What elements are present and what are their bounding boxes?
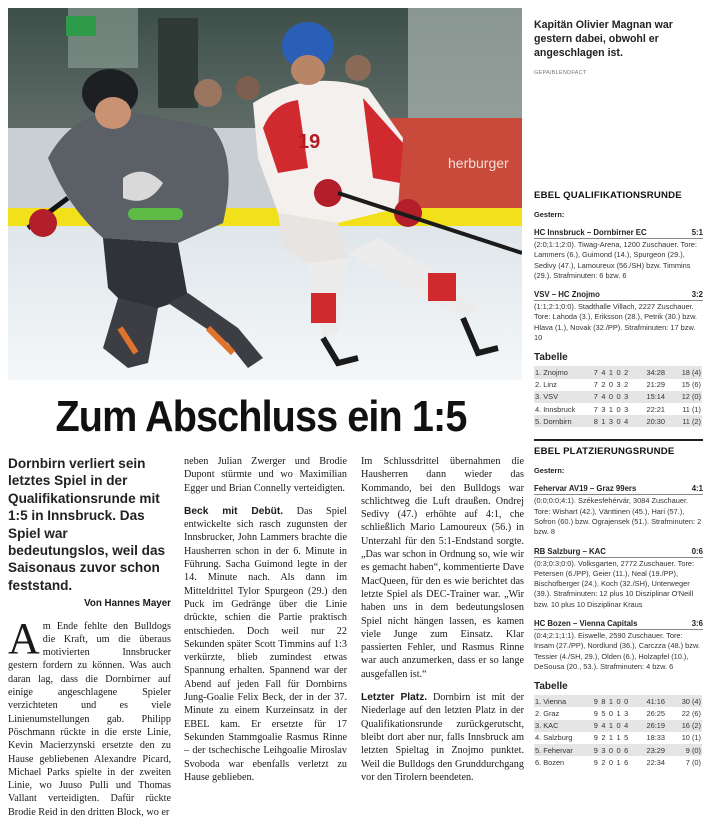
article-column-3: [361, 455, 524, 784]
game-details: (0:3;0:3;0:0). Volksgarten, 2772 Zuschauer. Tore: Petersen (6./PP), Geier (11.), Neal (19./PP), Bischofberger (24.), Koch (32./SH), Unterweger (39.). Strafminuten: 12 plus 10 Disziplinar O'Neill bzw. 10 plus 10 Disziplinar Kraus: [534, 558, 695, 609]
goals-cell: 21:29: [646, 380, 665, 390]
goals-cell: 15:14: [646, 392, 665, 402]
goals-cell: 23:29: [646, 745, 665, 755]
article-lead: Dornbirn verliert sein letztes Spiel in der Qualifikationsrunde mit 1:5 in Innsbruck. Das Spiel war bedeutungslos, weil das Saisonaus zuvor schon feststand.: [8, 456, 166, 593]
stat-cell: 1: [608, 696, 614, 706]
photo-credit: GEPA/BLENDFACT: [534, 69, 587, 76]
points-cell: 10 (1): [681, 733, 701, 743]
stat-cell: 0: [608, 708, 614, 718]
stat-cell: 7: [593, 392, 598, 402]
drop-cap: A: [8, 613, 40, 663]
points-cell: 11 (1): [682, 404, 701, 414]
platz-table-title: Tabelle: [534, 681, 568, 693]
quali-standings-table: [534, 366, 702, 427]
points-cell: 11 (2): [682, 416, 701, 426]
photo-caption: [534, 18, 694, 80]
team-cell: 1. Vienna: [535, 696, 567, 706]
table-row: [534, 707, 702, 719]
results-sidebar: [534, 190, 703, 768]
stat-cell: 3: [601, 745, 606, 755]
table-row: [534, 403, 702, 415]
stat-cell: 0: [608, 757, 614, 767]
stat-cell: 0: [616, 745, 621, 755]
game-result: [534, 547, 703, 610]
quali-table-title: Tabelle: [534, 352, 568, 364]
stat-cell: 1: [616, 733, 621, 743]
stat-cell: 7: [593, 404, 598, 414]
points-cell: 18 (4): [681, 367, 701, 377]
platz-section: [534, 439, 703, 768]
stat-cell: 2: [624, 380, 629, 390]
team-cell: 4. Salzburg: [535, 733, 573, 743]
stat-cell: 5: [601, 708, 606, 718]
article-paragraph: [8, 613, 171, 819]
platz-subtitle: Gestern:: [534, 466, 565, 476]
article-paragraph: Im Schlussdrittel übernahmen die Hausherren dann wieder das Kommando, bei den Bulldogs war schlichtweg die Luft draußen. Ondrej Sedivy (47.) erhöhte auf 4:1, che schließlich Mario Lamoureux (56.) in Unterzahl für den 5:1-Endstand sorgte. „Das war schon in Ordnung so, wie wir es gemacht haben“, kommentierte Dave MacQueen, für den es wie berichtet das letzte Spiel als DEC-Trainer war. „Wir haben uns in dem bedeutungslosen Spiel nicht hängen lassen, es kamen viele Junge zum Einsatz. Klar passierten Fehler, und Rasmus Rinne war auch anzumerken, dass er so lange ausgefallen ist.“: [361, 456, 524, 680]
game-score: 0:6: [691, 546, 703, 556]
goals-cell: 18:33: [646, 733, 665, 743]
stat-cell: 0: [616, 721, 621, 731]
svg-text:19: 19: [298, 131, 321, 153]
stat-cell: 9: [593, 745, 598, 755]
stat-cell: 1: [608, 721, 614, 731]
stat-cell: 4: [624, 416, 629, 426]
stat-cell: 3: [616, 380, 621, 390]
stat-cell: 9: [593, 757, 598, 767]
points-cell: 15 (6): [681, 380, 701, 390]
goals-cell: 22:34: [646, 757, 665, 767]
stat-cell: 0: [616, 416, 621, 426]
goals-cell: 20:30: [646, 416, 665, 426]
team-cell: 2. Graz: [535, 708, 560, 718]
article-author: Von Hannes Mayer: [84, 598, 171, 610]
quali-subtitle: Gestern:: [534, 210, 565, 219]
stat-cell: 0: [624, 696, 629, 706]
game-result: [534, 484, 703, 537]
stat-cell: 5: [624, 733, 629, 743]
game-score: 5:1: [691, 228, 703, 237]
subheading: Beck mit Debüt.: [184, 505, 284, 517]
article-column-1: [8, 455, 171, 819]
stat-cell: 1: [616, 757, 621, 767]
team-cell: 3. KAC: [535, 721, 559, 731]
table-row: [534, 756, 702, 768]
goals-cell: 34:28: [646, 367, 665, 377]
game-result: [534, 228, 703, 281]
stat-cell: 3: [624, 392, 629, 402]
article-paragraph: [361, 691, 524, 784]
table-row: [534, 732, 702, 744]
stat-cell: 1: [601, 416, 606, 426]
stat-cell: 2: [624, 367, 629, 377]
game-teams: HC Bozen – Vienna Capitals: [534, 618, 638, 628]
points-cell: 30 (4): [681, 696, 701, 706]
stat-cell: 9: [593, 708, 598, 718]
stat-cell: 9: [593, 733, 598, 743]
stat-cell: 8: [601, 696, 606, 706]
svg-text:herburger: herburger: [448, 155, 509, 171]
stat-cell: 0: [616, 367, 621, 377]
points-cell: 12 (0): [681, 392, 701, 402]
goals-cell: 41:16: [646, 696, 665, 706]
stat-cell: 0: [608, 745, 614, 755]
caption-text: Kapitän Olivier Magnan war gestern dabei, obwohl er angeschlagen ist.: [534, 19, 673, 60]
goals-cell: 26:19: [646, 721, 665, 731]
game-teams: Fehervar AV19 – Graz 99ers: [534, 484, 637, 494]
table-row: [534, 720, 702, 732]
stat-cell: 3: [624, 708, 629, 718]
stat-cell: 8: [593, 416, 598, 426]
stat-cell: 0: [608, 380, 614, 390]
team-cell: 2. Linz: [535, 380, 557, 390]
points-cell: 7 (0): [685, 757, 701, 767]
goals-cell: 26:25: [646, 708, 665, 718]
game-result: [534, 619, 703, 672]
game-details: (2:0;1:1;2:0). Tiwag-Arena, 1200 Zuschauer. Tore: Lammers (6.), Guimond (14.), Spurgeon (29.), Sedivy (47.), Lamoureux (56./SH) bzw. Timmins (29.). Strafminuten: 6 bzw. 6: [534, 240, 697, 280]
game-details: (0:4;2:1;1:1). Eiswelle, 2590 Zuschauer. Tore: Insam (27./PP), Nordlund (36.), Carczza (48.) bzw. Tessier (4./SH, 29.), Olden (6.), Holzapfel (10.), DeSousa (20., 53.). Strafminuten: 4 bzw. 6: [534, 630, 700, 671]
game-score: 3:2: [691, 290, 703, 300]
team-cell: 3. VSV: [535, 392, 559, 402]
stat-cell: 2: [601, 733, 606, 743]
game-teams: VSV – HC Znojmo: [534, 290, 600, 300]
paragraph-text: Das Spiel entwickelte sich rasch zugunsten der Innsbrucker, John Lammers brachte die Hausherren schon in der 6. Minute in Führung. Sacha Guimond legte in der 14. Minute nach. Als dann im Mitteldrittel Tylor Spurgeon (29.) den Puck im Gedränge über die Linie drückte, schien die Partie praktisch entschieden. Doch weil nur 22 Sekunden später Scott Timmins auf 1:3 verkürzte, blieb zumindest etwas Spannung erhalten. Spannend war der Abend auf jeden Fall für Dornbirns Jung-Goalie Felix Beck, der in der 37. Minute zu einem Kurzeinsatz in der EBEL kam. Er ersetzte für 17 Sekunden Stammgoalie Rasmus Rinne – der tschechische Leihgoalie Miroslav Svoboda war ebenfalls verletzt zu Hause geblieben.: [184, 505, 347, 783]
goals-cell: 22:21: [646, 404, 665, 414]
stat-cell: 0: [616, 404, 621, 414]
stat-cell: 4: [624, 721, 629, 731]
paragraph-text: m Ende fehlte den Bulldogs die Kraft, um die überaus motivierten Innsbrucker gestern fordern zu können. Was auch daran lag, dass die Dornbirner auf einige angeschlagene Spieler verzichteten und es viele Linienumstellungen gab. Philipp Pöschmann rückte in die erste Linie, Kevin Macierzynski ersetzte den zu Hause gebliebenen Alexandre Picard, Michael Parks spielte in der zweiten Linie, wo Juuso Pulli und Thomas Vallant verteidigten. Dafür rückte Brodie Reid in den dritten Block, wo er: [8, 620, 171, 818]
subheading: Letzter Platz.: [361, 692, 428, 704]
table-row: [534, 391, 702, 403]
stat-cell: 2: [601, 757, 606, 767]
stat-cell: 9: [593, 721, 598, 731]
game-teams: HC Innsbruck – Dornbirner EC: [534, 228, 647, 237]
stat-cell: 1: [616, 708, 621, 718]
game-result: [534, 290, 703, 343]
platz-title: EBEL PLATZIERUNGSRUNDE: [534, 446, 675, 458]
stat-cell: 0: [616, 696, 621, 706]
quali-title: EBEL QUALIFIKATIONSRUNDE: [534, 190, 682, 201]
article-paragraph: [184, 505, 347, 784]
stat-cell: 4: [601, 367, 606, 377]
team-cell: 6. Bozen: [535, 757, 565, 767]
table-row: [534, 744, 702, 756]
stat-cell: 3: [601, 404, 606, 414]
game-details: (0:0;0:0;4:1). Székesfehérvár, 3084 Zuschauer. Tore: Wishart (42.), Vänttinen (45.), Hari (57.), Sofron (60.) bzw. Ograjensek (51.). Strafminuten: 2 bzw. 8: [534, 496, 702, 537]
stat-cell: 3: [624, 404, 629, 414]
table-row: [534, 695, 702, 707]
stat-cell: 0: [616, 392, 621, 402]
team-cell: 5. Fehervar: [535, 745, 573, 755]
stat-cell: 6: [624, 745, 629, 755]
stat-cell: 7: [593, 380, 598, 390]
platz-standings-table: [534, 695, 702, 768]
stat-cell: 4: [601, 392, 606, 402]
game-teams: RB Salzburg – KAC: [534, 546, 606, 556]
article-column-2: [184, 455, 347, 784]
game-details: (1:1;2:1;0:0). Stadthalle Villach, 2227 Zuschauer. Tore: Lahoda (3.), Eriksson (28.), Petrik (30.) bzw. Hlava (1.), Novak (32./PP). Strafminuten: 17 bzw. 10: [534, 302, 698, 343]
table-row: [534, 379, 702, 391]
stat-cell: 1: [608, 404, 614, 414]
stat-cell: 1: [608, 733, 614, 743]
article-headline: Zum Abschluss ein 1:5: [55, 392, 467, 441]
stat-cell: 7: [593, 367, 598, 377]
points-cell: 16 (2): [681, 721, 701, 731]
points-cell: 9 (0): [685, 745, 701, 755]
stat-cell: 3: [608, 416, 614, 426]
stat-cell: 2: [601, 380, 606, 390]
table-row: [534, 415, 702, 427]
stat-cell: 0: [608, 392, 614, 402]
game-score: 4:1: [691, 484, 703, 494]
hockey-photo: [8, 8, 522, 380]
team-cell: 1. Znojmo: [535, 367, 568, 377]
table-row: [534, 366, 702, 378]
stat-cell: 1: [608, 367, 614, 377]
stat-cell: 6: [624, 757, 629, 767]
article-paragraph: neben Julian Zwerger und Brodie Dupont stürmte und wo Maximilian Egger und Brian Connelly verteidigten.: [184, 456, 347, 494]
photo-illustration: [8, 8, 522, 380]
paragraph-text: Dornbirn ist mit der Niederlage auf den letzten Platz in der Qualifikationsrunde zurückgerutscht, bleibt dort aber nur, falls Innsbruck am letzten Spieltag in Znojmo punktet. Weil die Bulldogs den Grunddurchgang vor den Tirolern beendeten.: [361, 692, 524, 783]
points-cell: 22 (6): [681, 708, 701, 718]
team-cell: 5. Dornbirn: [535, 416, 572, 426]
stat-cell: 4: [601, 721, 606, 731]
stat-cell: 9: [593, 696, 598, 706]
game-score: 3:6: [691, 618, 703, 628]
team-cell: 4. Innsbruck: [535, 404, 576, 414]
